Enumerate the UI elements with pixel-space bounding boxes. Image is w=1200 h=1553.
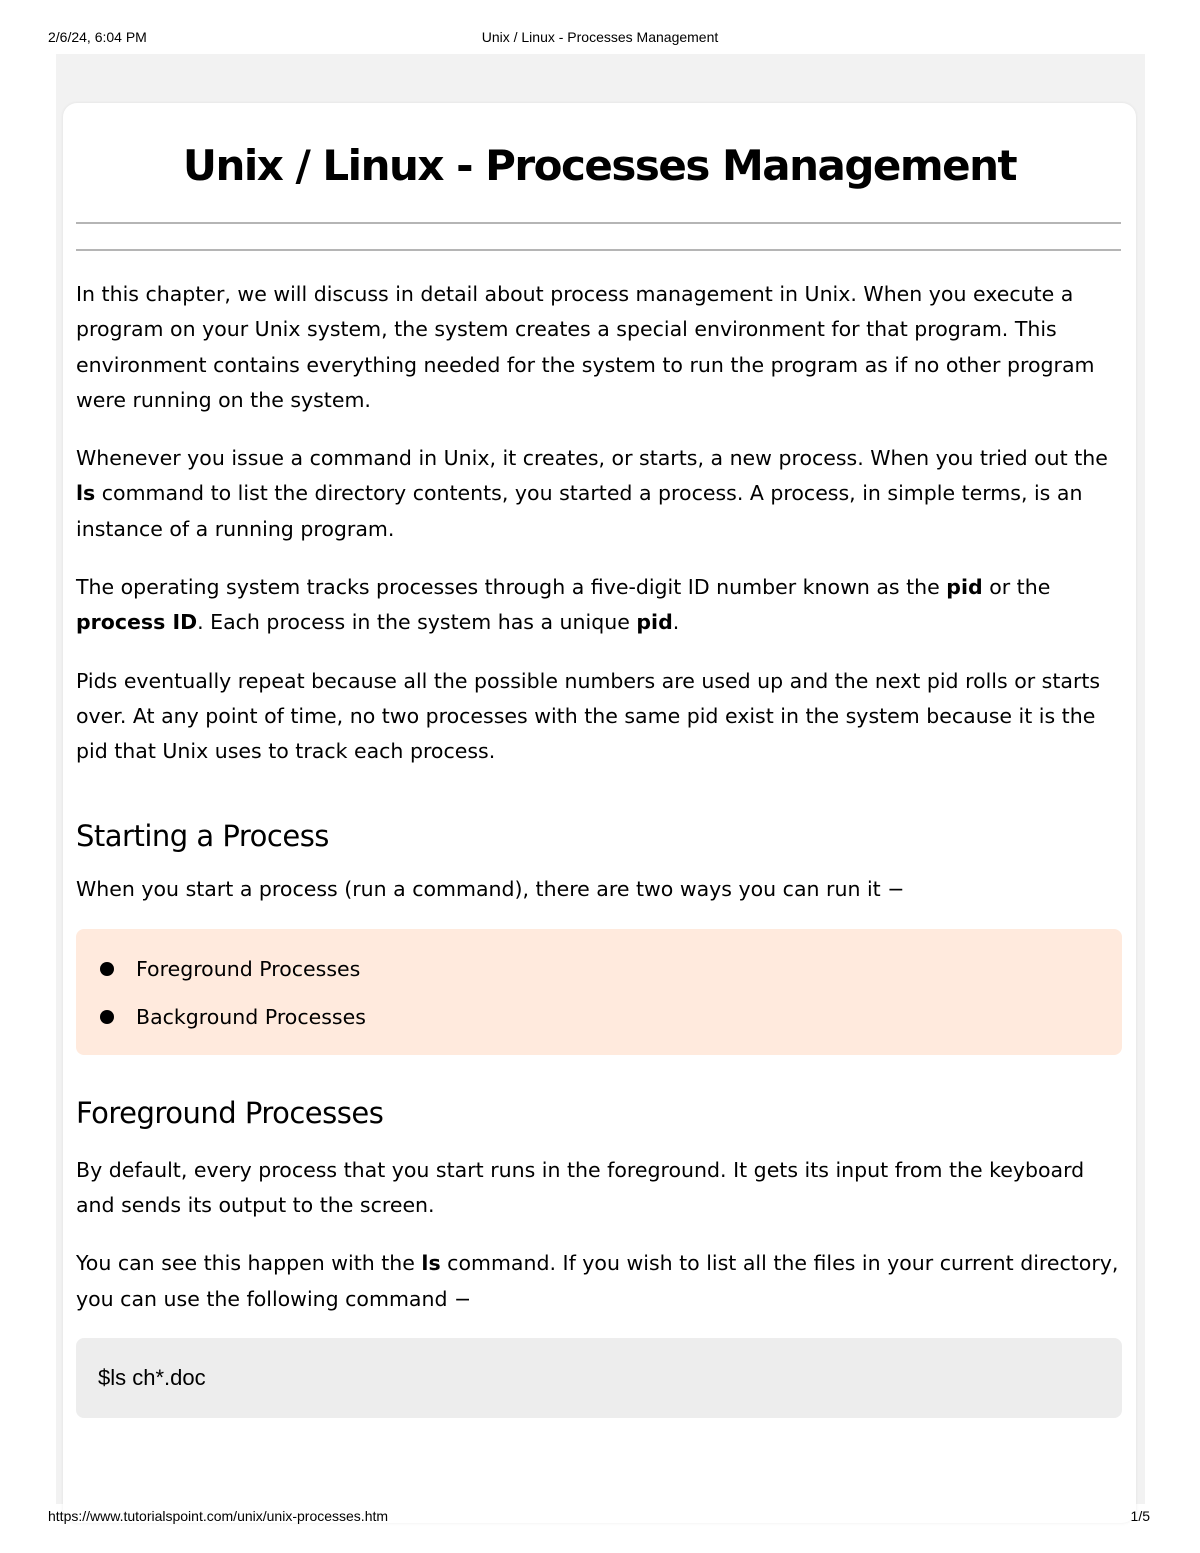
article-content (76, 277, 1122, 1418)
code-block: $ls ch*.doc (76, 1338, 1122, 1418)
print-url: https://www.tutorialspoint.com/unix/unix-processes.htm (48, 1508, 389, 1524)
foreground-paragraph: By default, every process that you start runs in the foreground. It gets its input from the keyboard and sends its output to the screen. (76, 1157, 1085, 1218)
process-types-list (76, 929, 1122, 1055)
pid-keyword: pid (946, 575, 983, 600)
list-item: Foreground Processes (98, 951, 1102, 987)
section-heading-foreground: Foreground Processes (76, 1095, 384, 1130)
bullet-icon (100, 1010, 114, 1024)
page-title: Unix / Linux - Processes Management (182, 141, 1017, 190)
ls-paragraph: You can see this happen with the ls command. If you wish to list all the files in your current directory, you can use the following command − (76, 1251, 1119, 1311)
starting-intro: When you start a process (run a command), there are two ways you can run it − (76, 876, 905, 901)
process-paragraph: Whenever you issue a command in Unix, it creates, or starts, a new process. When you tried out the ls command to list the directory contents, you started a process. A process, in simple terms, is an instance of a running program. (76, 446, 1108, 541)
pid-paragraph: The operating system tracks processes through a five-digit ID number known as the pid or the process ID. Each process in the system has a unique pid. (76, 575, 1051, 635)
ls-keyword: ls (421, 1251, 441, 1276)
list-item: Background Processes (98, 999, 1102, 1035)
print-doc-title: Unix / Linux - Processes Management (481, 29, 719, 45)
section-heading-starting: Starting a Process (76, 818, 329, 853)
pid-repeat-paragraph: Pids eventually repeat because all the possible numbers are used up and the next pid rolls or starts over. At any point of time, no two processes with the same pid exist in the system because it is the pid that Unix uses to track each process. (76, 668, 1101, 764)
print-header (0, 29, 1200, 47)
print-datetime: 2/6/24, 6:04 PM (48, 29, 147, 45)
ls-keyword: ls (76, 481, 96, 506)
title-divider-top (76, 222, 1121, 224)
print-page-number: 1/5 (1130, 1508, 1150, 1524)
process-id-keyword: process ID (76, 610, 198, 635)
bullet-icon (100, 962, 114, 976)
intro-paragraph: In this chapter, we will discuss in detail about process management in Unix. When you execute a program on your Unix system, the system creates a special environment for that program. This environment contains everything needed for the system to run the program as if no other program were running on the system. (76, 282, 1095, 412)
print-footer (0, 1508, 1200, 1526)
title-divider-bottom (76, 249, 1121, 251)
pid-keyword: pid (636, 610, 673, 635)
